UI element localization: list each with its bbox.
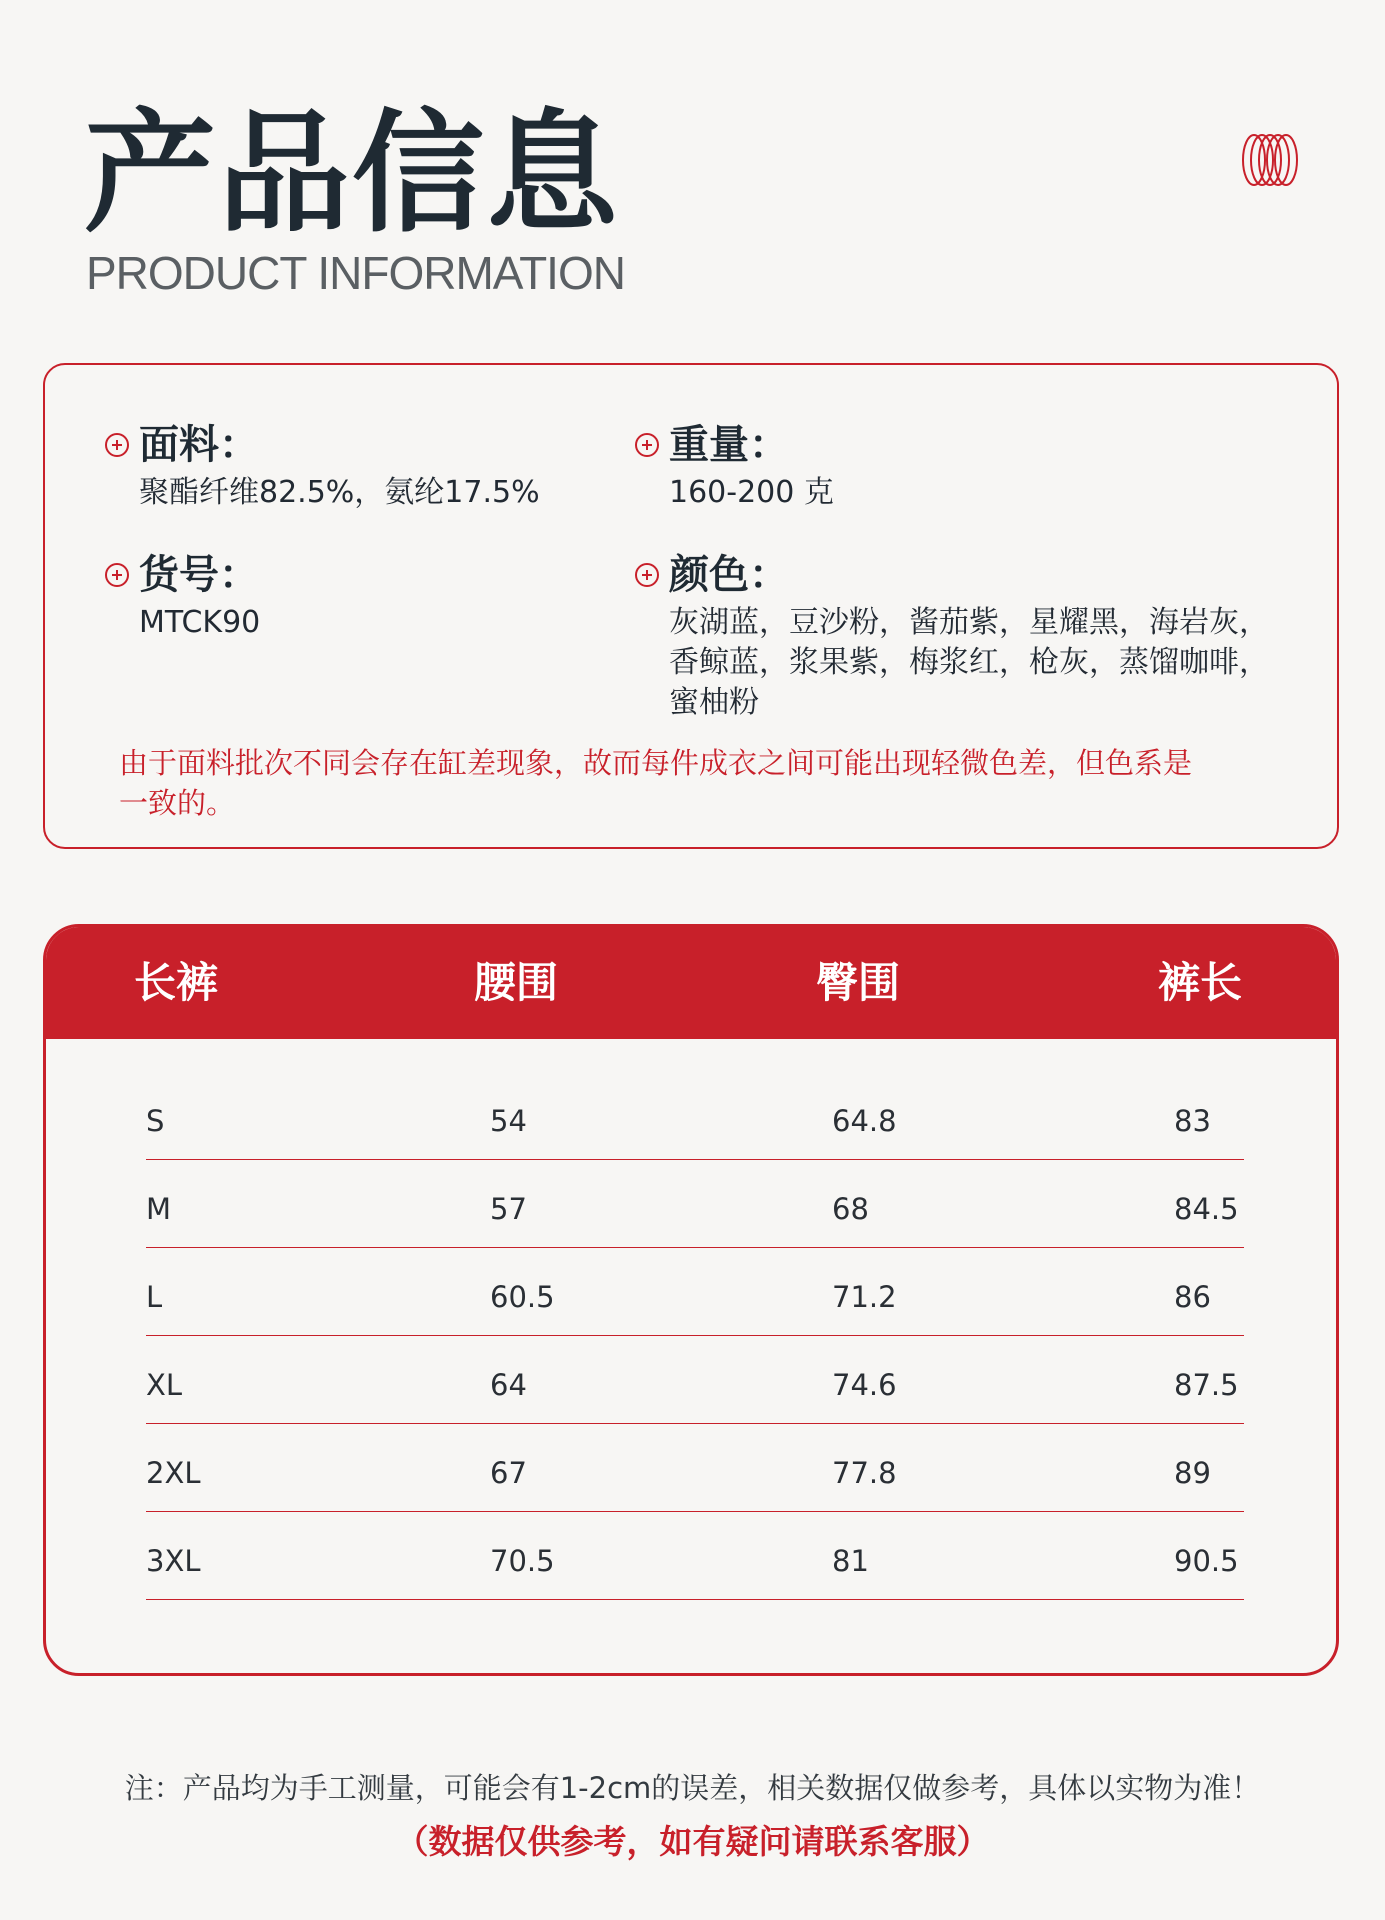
length-cell: 90.5 [1174,1544,1239,1578]
table-row [146,1511,1244,1600]
rings-logo-icon [1240,132,1300,188]
table-row [146,1335,1244,1424]
hip-cell: 77.8 [832,1456,897,1490]
hip-cell: 68 [832,1192,869,1226]
color-label: 颜色： [669,552,789,598]
waist-cell: 54 [490,1104,527,1138]
length-cell: 87.5 [1174,1368,1239,1402]
plus-circle-icon [635,563,659,587]
weight-info [635,422,834,513]
product-info-box [43,363,1339,849]
waist-cell: 60.5 [490,1280,555,1314]
weight-label: 重量： [669,422,789,468]
hip-cell: 64.8 [832,1104,897,1138]
waist-cell: 67 [490,1456,527,1490]
page-subtitle: PRODUCT INFORMATION [86,247,625,299]
color-line: 灰湖蓝，豆沙粉，酱茄紫，星耀黑，海岩灰， [669,605,1269,640]
table-row [146,1423,1244,1512]
fabric-value: 聚酯纤维82.5%，氨纶17.5% [139,475,540,510]
size-table [43,924,1339,1676]
sku-info [105,552,261,643]
hip-cell: 81 [832,1544,869,1578]
fabric-info [105,422,540,513]
note-line: 一致的。 [119,786,236,820]
length-cell: 84.5 [1174,1192,1239,1226]
waist-cell: 70.5 [490,1544,555,1578]
table-row [146,1247,1244,1336]
note-line: 由于面料批次不同会存在缸差现象，故而每件成衣之间可能出现轻微色差，但色系是 [119,746,1193,780]
sku-value: MTCK90 [139,605,261,640]
header-cell: 长裤 [134,958,219,1007]
hip-cell: 71.2 [832,1280,897,1314]
size-cell: M [146,1192,172,1226]
length-cell: 89 [1174,1456,1211,1490]
sku-label: 货号： [139,552,259,598]
waist-cell: 57 [490,1192,527,1226]
plus-circle-icon [635,433,659,457]
plus-circle-icon [105,433,129,457]
measurement-note: 注：产品均为手工测量，可能会有1-2cm的误差，相关数据仅做参考，具体以实物为准！ [124,1771,1261,1805]
table-row [146,1159,1244,1248]
color-value [669,603,1269,723]
color-line: 蜜柚粉 [669,685,759,720]
length-cell: 83 [1174,1104,1211,1138]
header-cell: 腰围 [474,958,559,1007]
reference-note: （数据仅供参考，如有疑问请联系客服） [395,1822,990,1861]
length-cell: 86 [1174,1280,1211,1314]
size-cell: L [146,1280,163,1314]
hip-cell: 74.6 [832,1368,897,1402]
header-cell: 裤长 [1158,958,1243,1007]
fabric-label: 面料： [139,422,259,468]
color-info [635,552,1269,723]
size-table-header [46,927,1336,1039]
size-cell: 3XL [146,1544,201,1578]
size-cell: 2XL [146,1456,201,1490]
plus-circle-icon [105,563,129,587]
page-title: 产品信息 [84,97,620,251]
weight-value: 160-200 克 [669,475,834,510]
size-cell: XL [146,1368,183,1402]
color-variance-note [119,743,1279,823]
color-line: 香鲸蓝，浆果紫，梅浆红，枪灰，蒸馏咖啡， [669,645,1269,680]
table-row [146,1071,1244,1160]
waist-cell: 64 [490,1368,527,1402]
header-cell: 臀围 [816,958,901,1007]
size-cell: S [146,1104,165,1138]
